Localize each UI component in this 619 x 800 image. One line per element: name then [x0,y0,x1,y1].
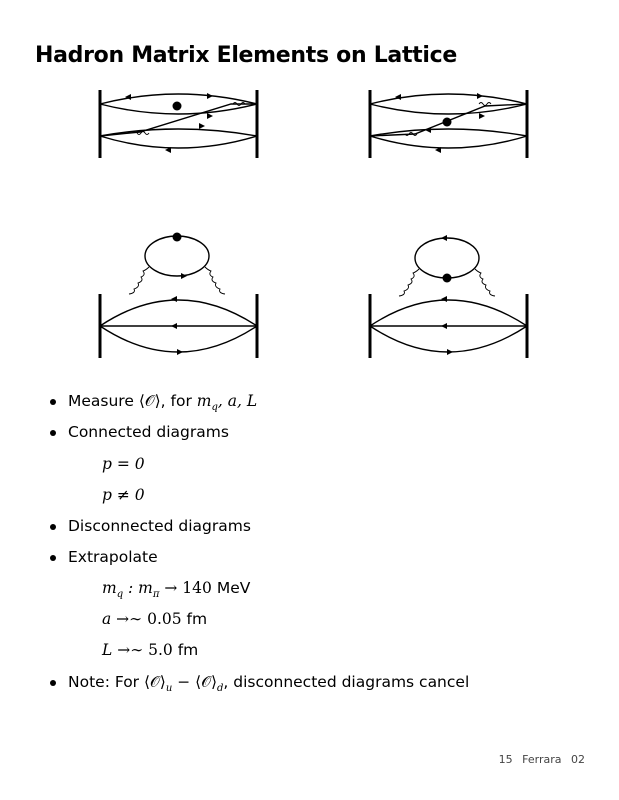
connected-diagram-1 [95,88,265,163]
sub-mq: $m_q$ : $m_\pi \to 140$ MeV [102,579,251,601]
page-number: 15 [498,753,513,766]
bullet-dot [50,680,56,686]
footer-author: Ferrara [522,753,562,766]
slide-footer [499,753,585,766]
bullet-dot [50,430,56,436]
connected-diagram-2 [365,88,535,163]
disconnected-diagram-2 [365,232,535,362]
sub-a: a →∼ 0.05 fm [102,610,208,628]
sub-L: L →∼ 5.0 fm [102,641,199,659]
bullet-dot [50,524,56,530]
bullet-dot [50,399,56,405]
sub-p-nonzero: p ≠ 0 [102,486,145,504]
footer-year: 02 [571,753,585,766]
page-title: Hadron Matrix Elements on Lattice [35,43,457,68]
disconnected-diagram-1 [95,232,265,362]
bullet-dot [50,555,56,561]
sub-p-zero: p = 0 [102,455,145,473]
